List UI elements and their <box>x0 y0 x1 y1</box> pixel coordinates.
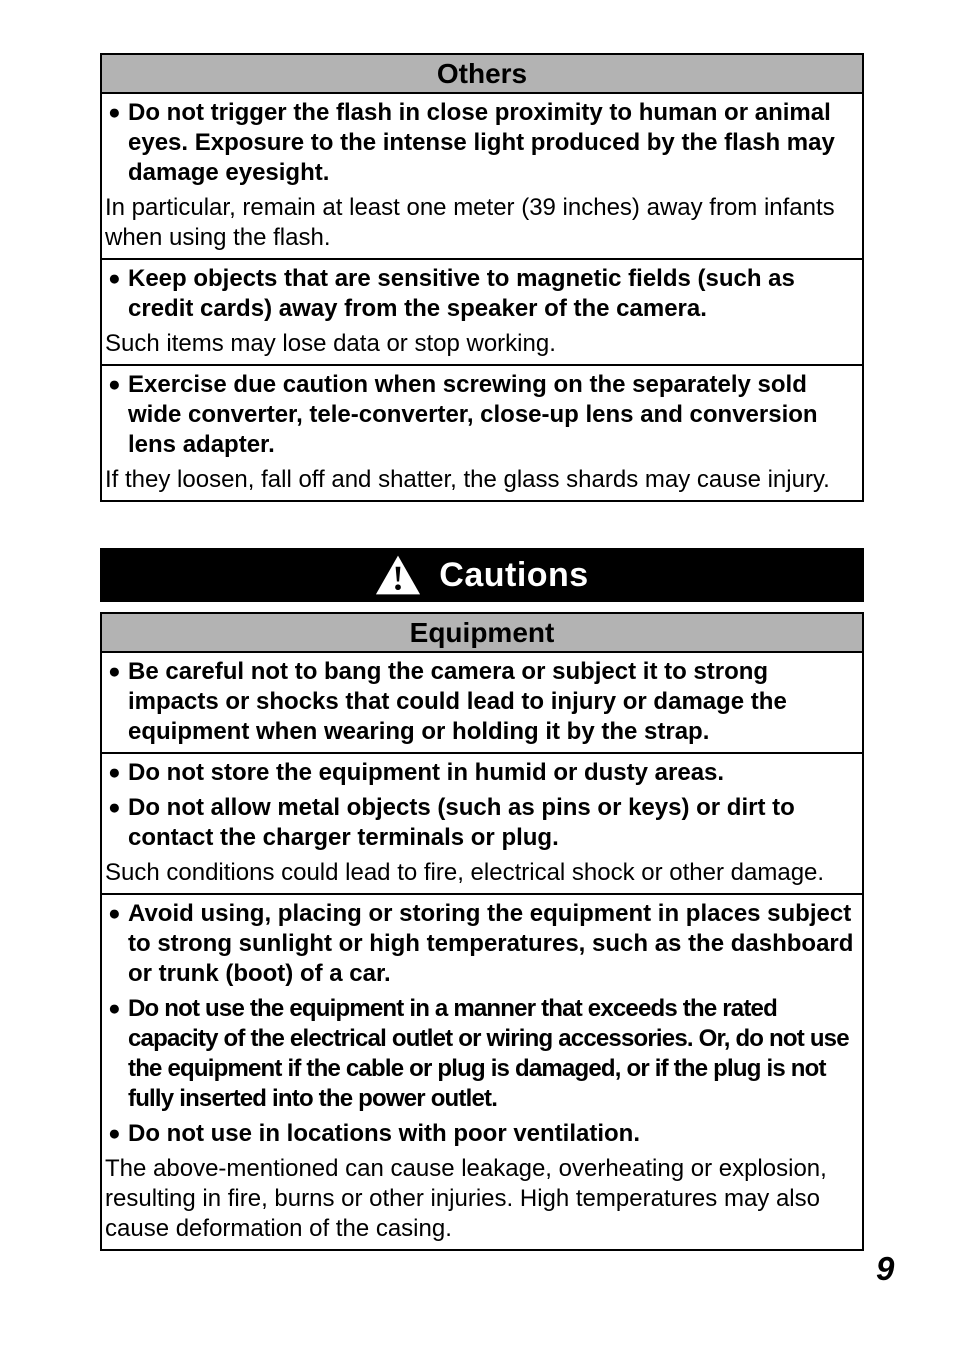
note-text: Such conditions could lead to fire, electrical shock or other damage. <box>105 859 825 886</box>
section-header-equipment: Equipment <box>102 614 862 651</box>
bullet-icon: ● <box>108 101 121 124</box>
warning-text: Do not use in locations with poor ventilation. <box>128 1120 641 1147</box>
warning-item <box>105 98 856 188</box>
cautions-banner <box>100 548 864 602</box>
warning-triangle-icon <box>375 554 421 596</box>
warning-item <box>105 793 856 853</box>
warning-item <box>105 657 856 747</box>
table-row <box>102 752 862 893</box>
warning-text: Do not store the equipment in humid or dusty areas. <box>128 759 725 786</box>
note-text: The above-mentioned can cause leakage, overheating or explosion, resulting in fire, burns or other injuries. High temperatures may also cause deformation of the casing. <box>105 1155 827 1242</box>
warning-item <box>105 370 856 460</box>
bullet-icon: ● <box>108 796 121 819</box>
warning-item <box>105 899 856 989</box>
bullet-icon: ● <box>108 997 121 1020</box>
table-row <box>102 258 862 364</box>
warning-text: Do not trigger the flash in close proximity to human or animal eyes. Exposure to the intense light produced by the flash may damage eyesight. <box>128 99 835 186</box>
table-row <box>102 893 862 1249</box>
warning-text: Be careful not to bang the camera or subject it to strong impacts or shocks that could lead to injury or damage the equipment when wearing or holding it by the strap. <box>128 658 787 745</box>
warning-item <box>105 758 856 788</box>
cautions-banner-label: Cautions <box>439 555 589 594</box>
warning-text: Do not use the equipment in a manner that exceeds the rated capacity of the electrical outlet or wiring accessories. Or, do not use the equipment if the cable or plug is damaged, or if the plug is not fully inserted into the power outlet. <box>128 995 849 1112</box>
table-row <box>102 364 862 500</box>
warning-item <box>105 994 856 1114</box>
table-row <box>102 92 862 258</box>
bullet-icon: ● <box>108 267 121 290</box>
section-header-others: Others <box>102 55 862 92</box>
bullet-icon: ● <box>108 373 121 396</box>
bullet-icon: ● <box>108 660 121 683</box>
warning-text: Do not allow metal objects (such as pins or keys) or dirt to contact the charger terminals or plug. <box>128 794 795 851</box>
bullet-icon: ● <box>108 1122 121 1145</box>
note-text: Such items may lose data or stop working. <box>105 330 556 357</box>
bullet-icon: ● <box>108 902 121 925</box>
warning-item <box>105 1119 856 1149</box>
page-number: 9 <box>876 1250 895 1287</box>
table-row <box>102 651 862 752</box>
others-section-table <box>100 53 864 502</box>
warning-text: Keep objects that are sensitive to magnetic fields (such as credit cards) away from the speaker of the camera. <box>128 265 795 322</box>
bullet-icon: ● <box>108 761 121 784</box>
note-text: If they loosen, fall off and shatter, the glass shards may cause injury. <box>105 466 830 493</box>
warning-text: Exercise due caution when screwing on the separately sold wide converter, tele-converter, close-up lens and conversion lens adapter. <box>128 371 818 458</box>
warning-text: Avoid using, placing or storing the equipment in places subject to strong sunlight or high temperatures, such as the dashboard or trunk (boot) of a car. <box>128 900 854 987</box>
warning-item <box>105 264 856 324</box>
equipment-section-table <box>100 612 864 1251</box>
note-text: In particular, remain at least one meter (39 inches) away from infants when using the flash. <box>105 194 835 251</box>
